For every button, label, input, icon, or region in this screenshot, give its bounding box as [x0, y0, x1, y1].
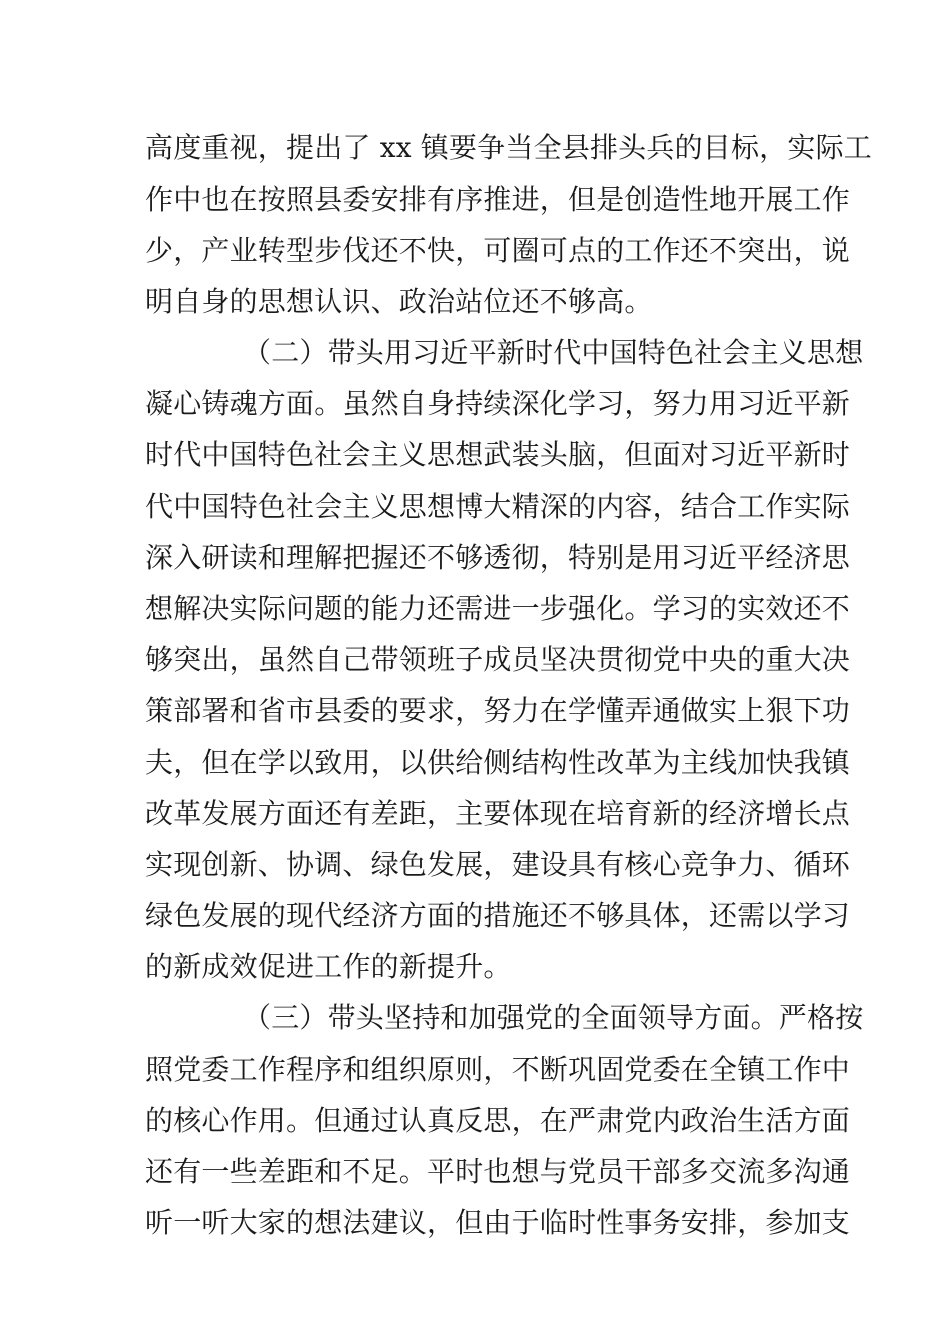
text-line: 的核心作用。但通过认真反思，在严肃党内政治生活方面 [145, 1104, 851, 1137]
text-line: 实现创新、协调、绿色发展，建设具有核心竞争力、循环 [145, 848, 851, 881]
text-line: 绿色发展的现代经济方面的措施还不够具体，还需以学习 [145, 899, 851, 932]
text-line: 作中也在按照县委安排有序推进，但是创造性地开展工作 [145, 183, 851, 216]
text-line: 夫，但在学以致用，以供给侧结构性改革为主线加快我镇 [145, 746, 851, 779]
text-line: 想解决实际问题的能力还需进一步强化。学习的实效还不 [145, 592, 851, 625]
text-line: 够突出，虽然自己带领班子成员坚决贯彻党中央的重大决 [145, 643, 851, 676]
text-line: 照党委工作程序和组织原则，不断巩固党委在全镇工作中 [145, 1053, 851, 1086]
text-line: 改革发展方面还有差距，主要体现在培育新的经济增长点 [145, 797, 851, 830]
text-line: 少，产业转型步伐还不快，可圈可点的工作还不突出，说 [145, 234, 851, 267]
section-heading-3: （三）带头坚持和加强党的全面领导方面。严格按 [243, 1001, 864, 1034]
text-line: 代中国特色社会主义思想博大精深的内容，结合工作实际 [145, 490, 851, 523]
text-line: 凝心铸魂方面。虽然自身持续深化学习，努力用习近平新 [145, 387, 851, 420]
section-heading-2: （二）带头用习近平新时代中国特色社会主义思想 [243, 336, 864, 369]
text-line: 的新成效促进工作的新提升。 [145, 950, 512, 983]
text-line: 听一听大家的想法建议，但由于临时性事务安排，参加支 [145, 1206, 851, 1239]
text-line: 高度重视，提出了 xx 镇要争当全县排头兵的目标，实际工 [145, 131, 872, 164]
text-line: 明自身的思想认识、政治站位还不够高。 [145, 285, 653, 318]
text-line: 还有一些差距和不足。平时也想与党员干部多交流多沟通 [145, 1155, 851, 1188]
text-line: 策部署和省市县委的要求，努力在学懂弄通做实上狠下功 [145, 694, 851, 727]
text-line: 时代中国特色社会主义思想武装头脑，但面对习近平新时 [145, 438, 851, 471]
text-line: 深入研读和理解把握还不够透彻，特别是用习近平经济思 [145, 541, 851, 574]
